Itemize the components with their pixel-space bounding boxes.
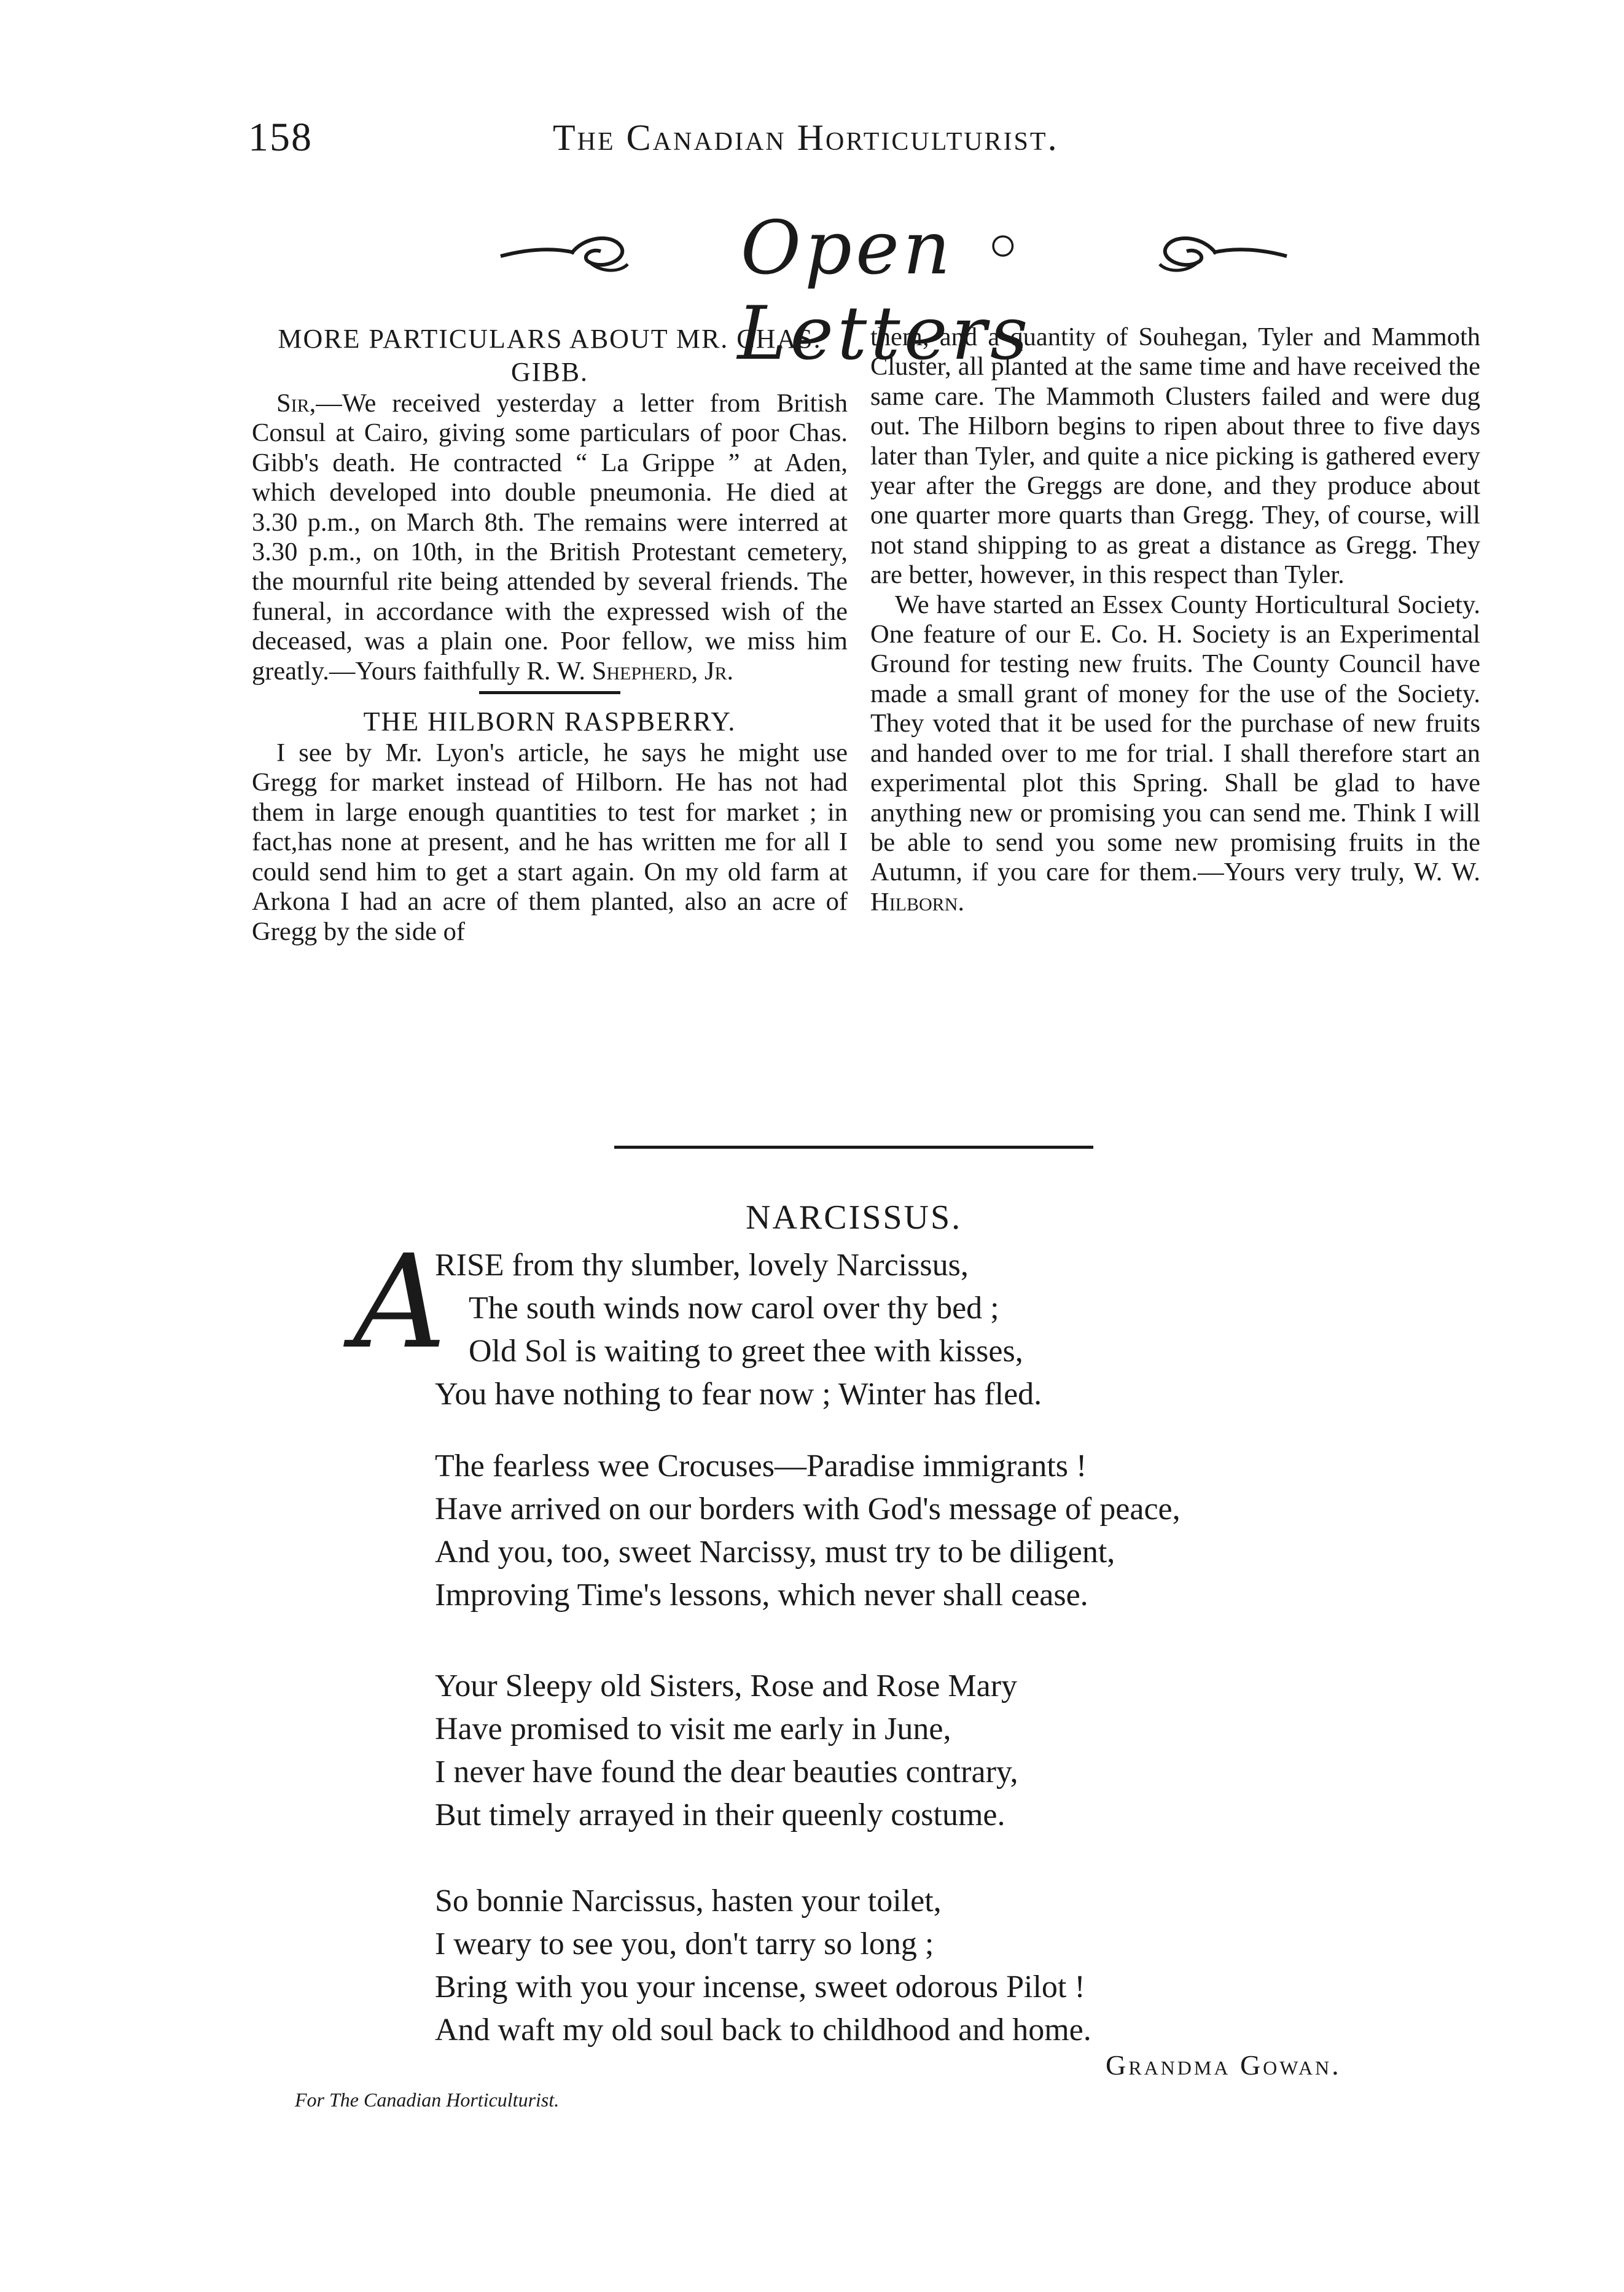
poem-line: Bring with you your incense, sweet odorous Pilot ! <box>435 1969 1085 2005</box>
poem-line: I never have found the dear beauties contrary, <box>435 1754 1018 1789</box>
poem-line: Improving Time's lessons, which never shall cease. <box>435 1578 1088 1613</box>
section-divider-rule <box>614 1146 1093 1149</box>
salutation: Sir, <box>276 389 316 418</box>
poem-line: And you, too, sweet Narcissy, must try to be diligent, <box>435 1535 1115 1570</box>
signature-hilborn: Hilborn. <box>870 887 964 917</box>
article-body-hilborn: I see by Mr. Lyon's article, he says he might use Gregg for market instead of Hilborn. He has not had them in large enough quantities to test for market ; in fact,has none at present, and he has written me for all I could send him to get a start again. On my old farm at Arkona I had an acre of them planted, also an acre of Gregg by the side of <box>252 738 848 946</box>
poem-stanza <box>435 1665 1018 1837</box>
poem-line: I weary to see you, don't tarry so long ; <box>435 1926 934 1961</box>
section-heading: Open ◦ Letters <box>737 206 1032 377</box>
poem-line: You have nothing to fear now ; Winter has fled. <box>435 1377 1042 1412</box>
poem-stanza <box>435 1244 1042 1416</box>
poem-line: Old Sol is waiting to greet thee with kisses, <box>469 1334 1023 1369</box>
article-title-hilborn: THE HILBORN RASPBERRY. <box>363 706 736 737</box>
poem-stanza <box>435 1880 1091 2052</box>
letter-paragraph-essex <box>870 590 1480 917</box>
left-flourish-ornament <box>498 224 639 280</box>
poem-line: Your Sleepy old Sisters, Rose and Rose Mary <box>435 1668 1018 1703</box>
poem-line: RISE from thy slumber, lovely Narcissus, <box>435 1248 969 1283</box>
running-head: The Canadian Horticulturist. <box>553 117 1059 158</box>
right-column <box>870 323 1480 917</box>
footer-note: For The Canadian Horticulturist. <box>295 2089 560 2111</box>
article-body-gibb <box>252 389 848 686</box>
signature-shepherd: Shepherd, Jr. <box>591 656 734 686</box>
poem-line: Have promised to visit me early in June, <box>435 1711 951 1746</box>
poem-dropcap: A <box>353 1227 447 1377</box>
poem-line: Have arrived on our borders with God's message of peace, <box>435 1492 1181 1527</box>
poem-line: The south winds now carol over thy bed ; <box>469 1291 999 1326</box>
poem-signature: Grandma Gowan. <box>1106 2049 1341 2081</box>
article-title-gibb: MORE PARTICULARS ABOUT MR. CHAS. GIBB. <box>278 324 822 387</box>
poem-title: NARCISSUS. <box>746 1199 962 1237</box>
left-column <box>252 323 848 947</box>
right-flourish-ornament <box>1149 224 1290 280</box>
letter-continuation-paragraph: them, and a quantity of Souhegan, Tyler and Mammoth Cluster, all planted at the same time and have received the same care. The Mammoth Clusters failed and were dug out. The Hilborn begins to ripen about three to five days later than Tyler, and quite a nice picking is gathered every year after the Greggs are done, and they produce about one quarter more quarts than Gregg. They, of course, will not stand shipping to as great a distance as Gregg. They are better, however, in this respect than Tyler. <box>870 323 1480 590</box>
poem-line: The fearless wee Crocuses—Paradise immigrants ! <box>435 1449 1087 1484</box>
page-number: 158 <box>248 115 313 160</box>
letter-text-gibb: —We received yesterday a letter from British Consul at Cairo, giving some particulars of poor Chas. Gibb's death. He contracted “ La Grippe ” at Aden, which developed into double pneumonia. He died at 3.30 p.m., on March 8th. The remains were interred at 3.30 p.m., on 10th, in the British Protestant cemetery, the mournful rite being attended by several friends. The funeral, in accordance with the expressed wish of the deceased, was a plain one. Poor fellow, we miss him greatly.—Yours faithfully R. W. <box>252 389 848 686</box>
poem-line: So bonnie Narcissus, hasten your toilet, <box>435 1883 942 1918</box>
column-divider-rule <box>479 691 620 694</box>
poem-stanza <box>435 1445 1181 1617</box>
poem-line: And waft my old soul back to childhood and home. <box>435 2012 1091 2048</box>
letter-text-essex: We have started an Essex County Horticultural Society. One feature of our E. Co. H. Society is an Experimental Ground for testing new fruits. The County Council have made a small grant of money for the use of the Society. They voted that it be used for the purchase of new fruits and handed over to me for trial. I shall therefore start an experimental plot this Spring. Shall be glad to have anything new or promising you can send me. Think I will be able to send you some new promising fruits in the Autumn, if you care for them.—Yours very truly, W. W. <box>870 590 1480 887</box>
poem-line: But timely arrayed in their queenly costume. <box>435 1797 1005 1832</box>
